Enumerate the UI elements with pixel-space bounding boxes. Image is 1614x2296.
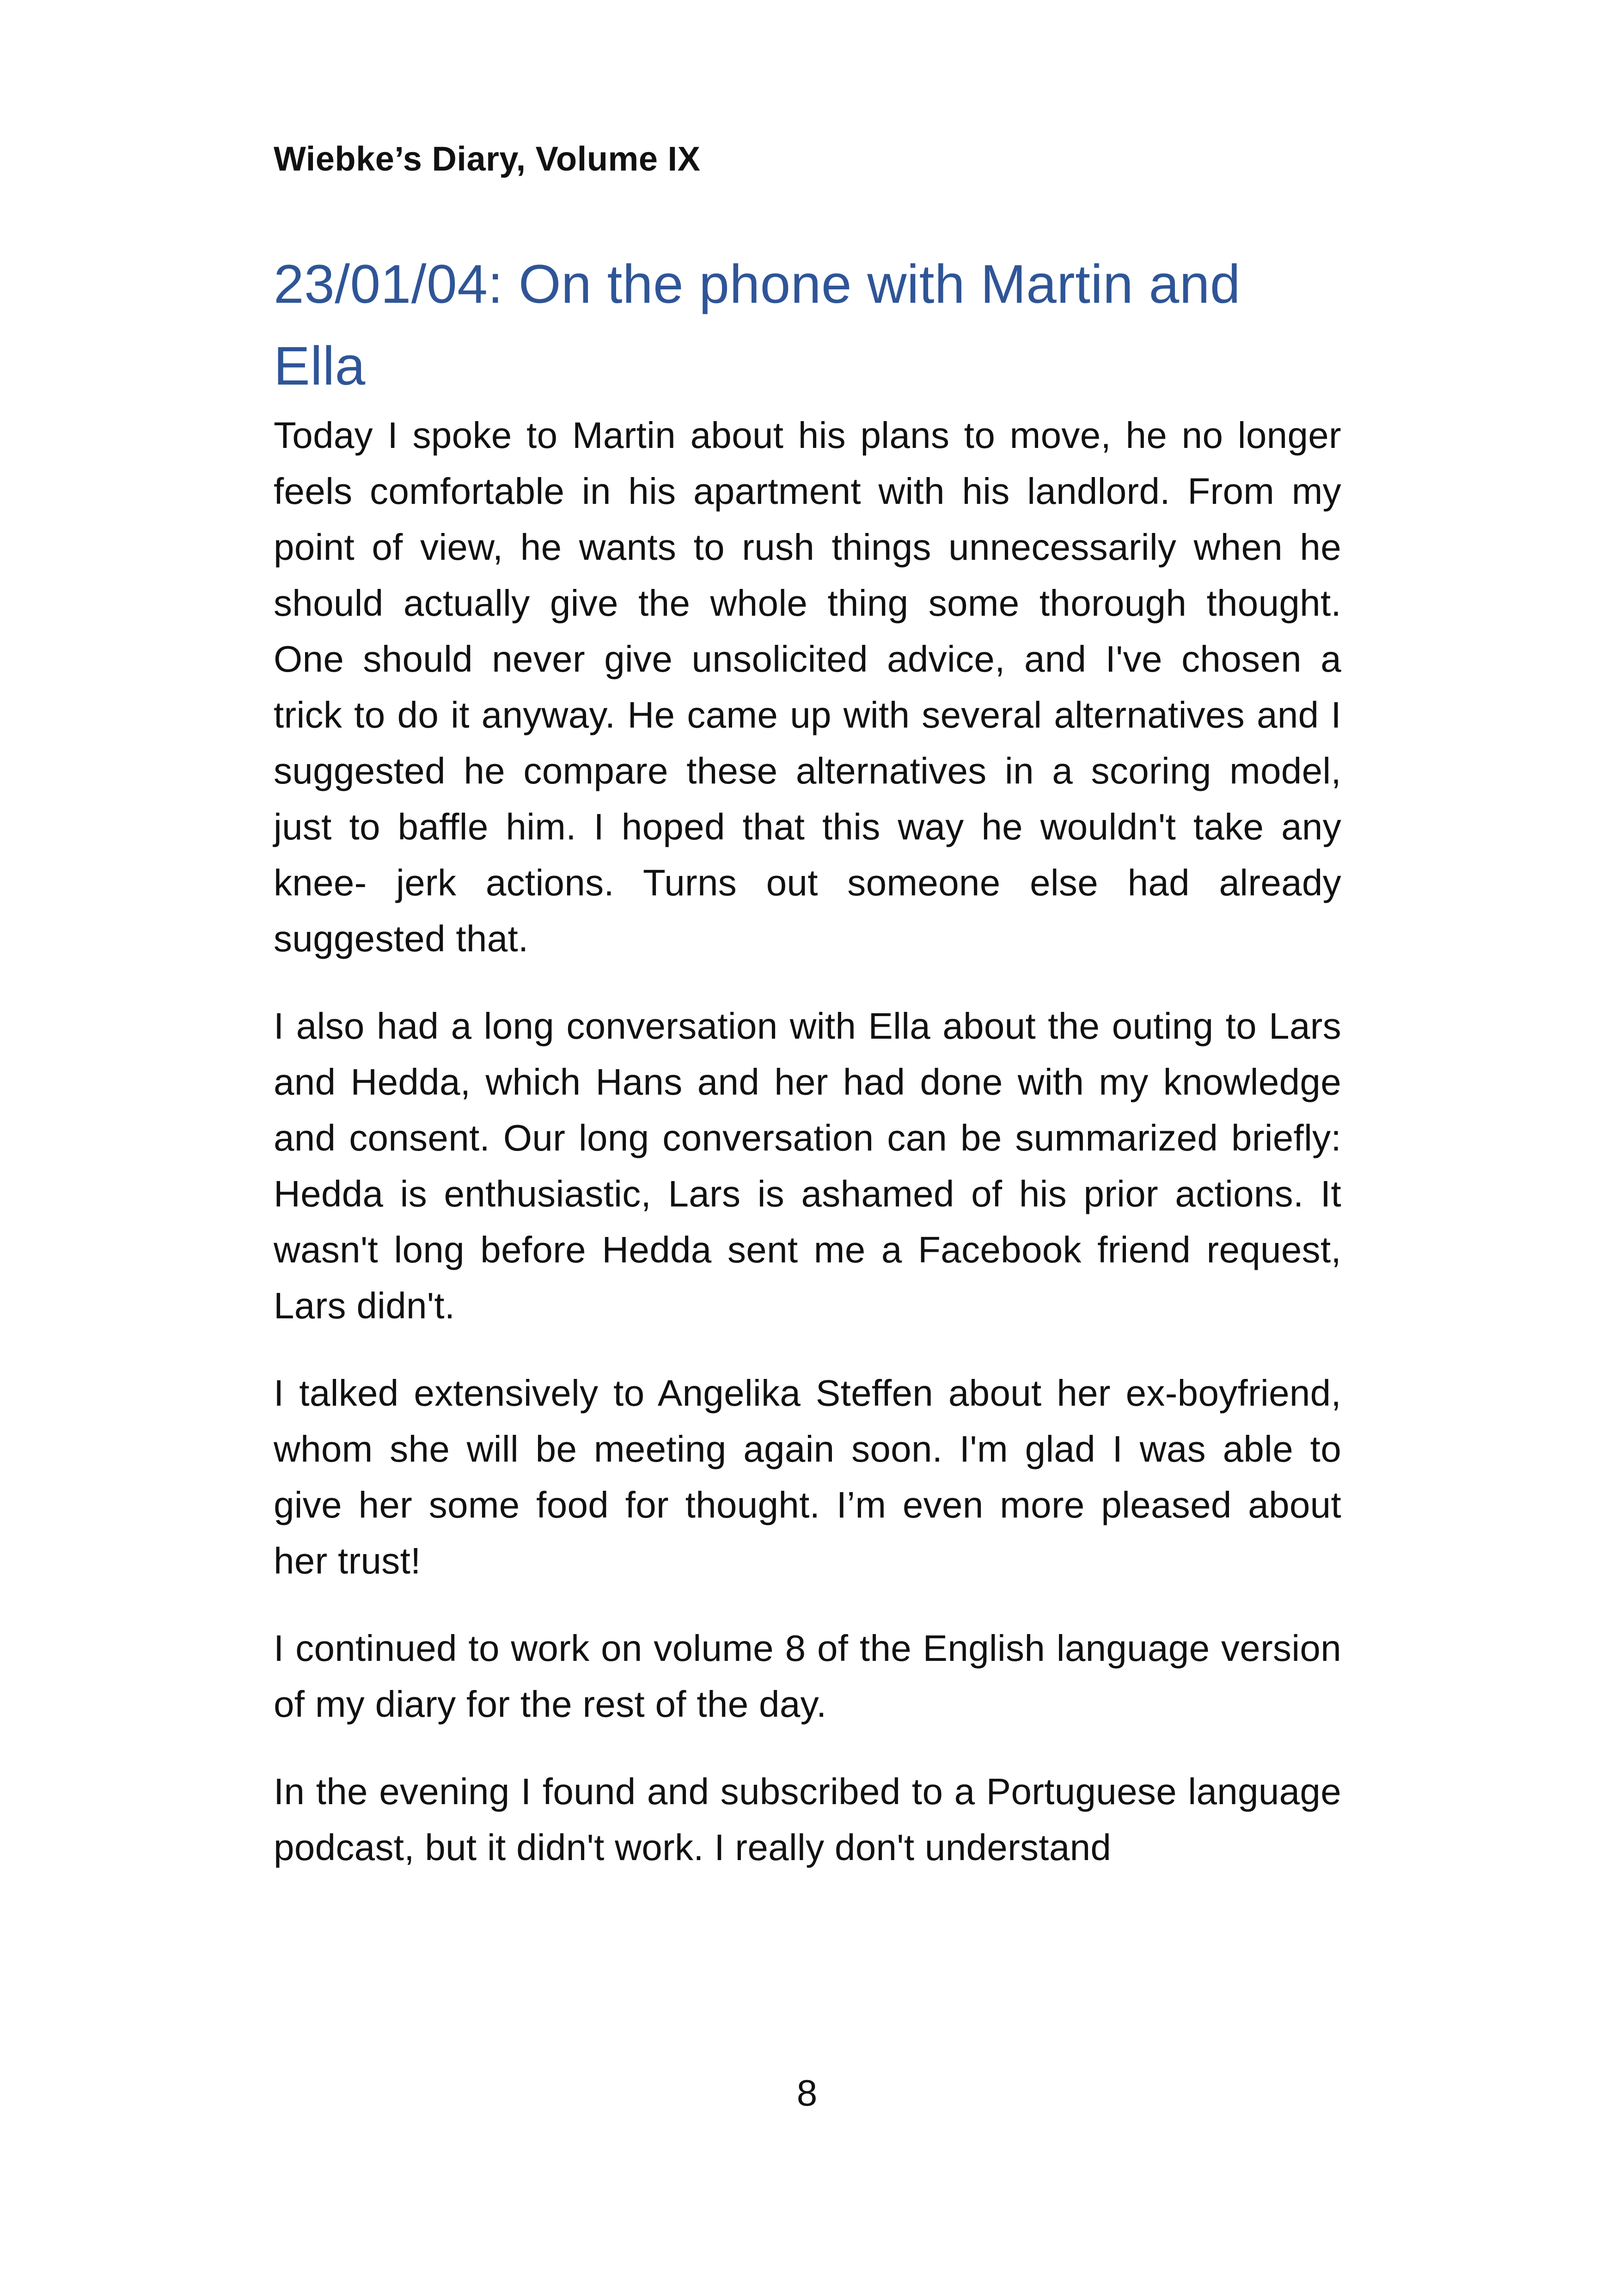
page-number: 8 — [796, 2072, 818, 2113]
page-content — [274, 139, 1341, 1875]
entry-title: 23/01/04: On the phone with Martin and Ella — [274, 253, 1241, 397]
paragraph: In the evening I found and subscribed to a Portuguese language podcast, but it didn't work. I really don't understand — [274, 1770, 1341, 1868]
paragraph: I also had a long conversation with Ella about the outing to Lars and Hedda, which Hans and her had done with my knowledge and consent. Our long conversation can be summarized briefly: Hedda is enthusiastic, Lars is ashamed of his prior actions. It wasn't long before Hedda sent me a Facebook friend request, Lars didn't. — [274, 1005, 1341, 1326]
paragraph: I talked extensively to Angelika Steffen about her ex-boyfriend, whom she will be meeting again soon. I'm glad I was able to give her some food for thought. I’m even more pleased about her trust! — [274, 1372, 1341, 1581]
paragraph: Today I spoke to Martin about his plans to move, he no longer feels comfortable in his apartment with his landlord. From my point of view, he wants to rush things unnecessarily when he should actually give the whole thing some thorough thought. One should never give unsolicited advice, and I've chosen a trick to do it anyway. He came up with several alternatives and I suggested he compare these alternatives in a scoring model, just to baffle him. I hoped that this way he wouldn't take any knee- jerk actions. Turns out someone else had already suggested that. — [274, 414, 1341, 959]
document-header: Wiebke’s Diary, Volume IX — [274, 140, 701, 178]
paragraph: I continued to work on volume 8 of the English language version of my diary for the rest of the day. — [274, 1627, 1341, 1725]
entry-body — [274, 407, 1341, 1875]
